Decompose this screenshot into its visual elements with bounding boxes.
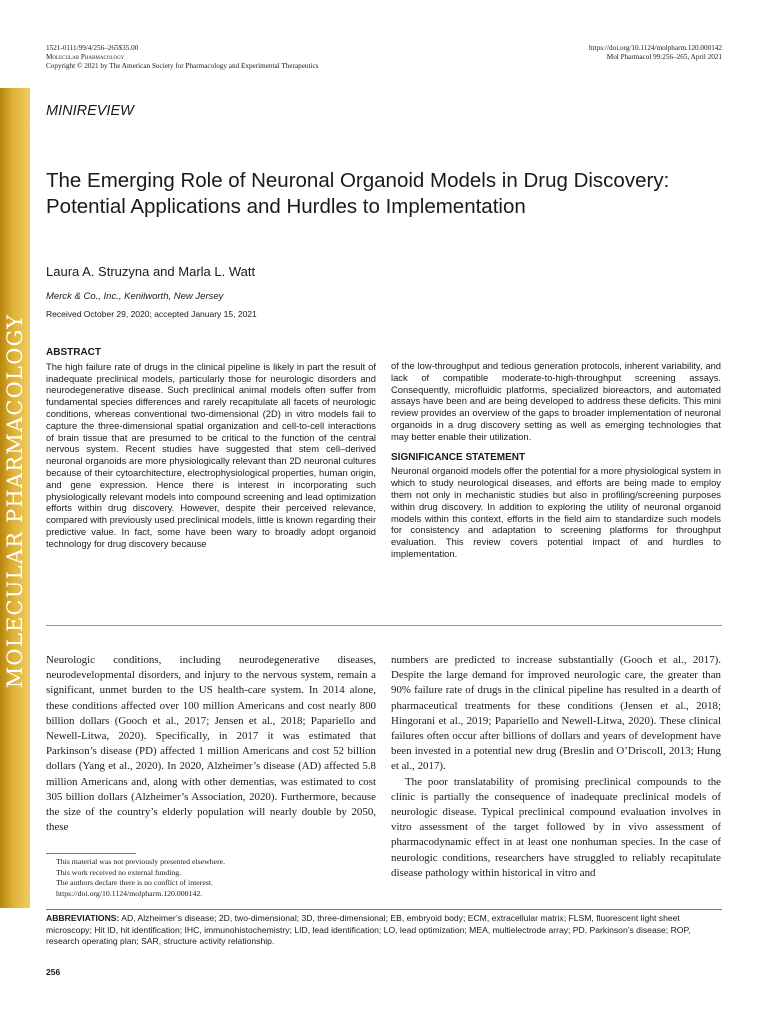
abbreviations-divider: [46, 909, 722, 910]
footnote-doi-link[interactable]: https://doi.org/10.1124/molpharm.120.000142.: [56, 888, 203, 898]
body-paragraph: The poor translatability of promising preclinical compounds to the clinic is partially the consequence of inadequate preclinical models of neurologic disease. Typical preclinical compound evaluation involves in vitro assessment of the target followed by in vivo assessment of pharmacodynamic effect in at least one nonhuman species. In the case of neurologic conditions, researchers have struggled to reliably recapitulate disease pathology within historical in vitro and: [391, 775, 721, 879]
abstract-right-column: [391, 360, 721, 560]
abbreviations-block: [46, 913, 722, 948]
abstract-heading: ABSTRACT: [46, 347, 101, 358]
author-list: Laura A. Struzyna and Marla L. Watt: [46, 264, 256, 279]
footnote-line: This material was not previously presented elsewhere.: [56, 857, 226, 866]
journal-sidebar-title: MOLECULAR PHARMACOLOGY: [3, 313, 27, 689]
abstract-left-column: [46, 347, 376, 550]
body-left-column: [46, 653, 376, 835]
body-paragraph: Neurologic conditions, including neurodegenerative diseases, neurodevelopmental disorders, and injury to the nervous system, remain a significant, unmet burden to the US health-care system. In 2014 alone, these conditions affected over 100 million Americans and cost nearly 800 billion dollars (Gooch et al., 2017; Jensen et al., 2018; Papariello and Newell-Litwa, 2020). Specifically, in 2017 it was estimated that Parkinson’s disease (PD) affected 1 million Americans and cost 52 billion dollars (Yang et al., 2020). In 2020, Alzheimer’s disease (AD) affected 5.8 million Americans and, along with other dementias, was estimated to cost 305 billion dollars (Alzheimer’s Association, 2020). Furthermore, because the size of the country’s elderly population will nearly double by 2050, these: [46, 654, 376, 834]
significance-heading: SIGNIFICANCE STATEMENT: [391, 451, 526, 463]
footnote-line: The authors declare there is no conflict of interest.: [56, 878, 213, 888]
footnote-line: This work received no external funding.: [56, 867, 182, 877]
header-citation-left: [46, 44, 318, 71]
copyright-line: Copyright © 2021 by The American Society for Pharmacology and Experimental Therapeutics: [46, 62, 319, 70]
body-right-column: [391, 653, 721, 881]
abbreviations-text: AD, Alzheimer’s disease; 2D, two-dimensional; 3D, three-dimensional; EB, embryoid body; ECM, extracellular matrix; FLSM, fluorescent light sheet microscopy; Hit ID, hit identification; IHC, immunohistochemistry; LID, lead identification; LO, lead optimization; MEA, multielectrode array; PD, Parkinson’s disease; ROP, research operating plan; SAR, structure activity relationship.: [46, 913, 691, 947]
footnotes: [56, 857, 376, 899]
abbreviations-label: ABBREVIATIONS:: [46, 913, 120, 923]
article-title: The Emerging Role of Neuronal Organoid Models in Drug Discovery: Potential Applications and Hurdles to Implementation: [46, 169, 670, 218]
doi-link[interactable]: https://doi.org/10.1124/molpharm.120.000142: [589, 44, 722, 52]
journal-sidebar-band: [0, 88, 30, 908]
issn-line: 1521-0111/99/4/256–265$35.00: [46, 44, 139, 52]
author-affiliation: Merck & Co., Inc., Kenilworth, New Jersey: [46, 291, 224, 302]
volume-line: Mol Pharmacol 99:256–265, April 2021: [606, 53, 722, 61]
footnote-divider: [46, 853, 136, 854]
body-paragraph: numbers are predicted to increase substantially (Gooch et al., 2017). Despite the large demand for improved neurologic care, the greater than 90% failure rate of drugs in the clinical pipeline has resulted in a dearth of pharmaceutical treatments for these conditions (Jensen et al., 2018; Hingorani et al., 2019; Papariello and Newell-Litwa, 2020). These clinical failures often occur after billions of dollars and years of development have been invested in a potential new drug (Breslin and O’Driscoll, 2013; Hung et al., 2017).: [391, 654, 721, 773]
abstract-text-right: of the low-throughput and tedious generation protocols, inherent variability, and lack of compatible moderate-to-high-throughput screening assays. Consequently, microfluidic platforms, specialized bioreactors, and automated assays have been and are being developed to address these deficits. This mini review provides an overview of the gaps to broader implementation of neuronal organoids in a drug discovery setting as well as emerging technologies that may better enable their utilization.: [391, 360, 721, 442]
significance-text: Neuronal organoid models offer the potential for a more physiological system in which to study neurological diseases, and efforts are being made to employ them not only in mechanistic studies but also in profiling/screening purposes within drug discovery. In addition to exploring the utility of neuronal organoid models within this context, efforts in the field aim to standardize such models for consistency and adaptation to screening platforms for throughput evaluation. This review covers potential impact of and hurdles to implementation.: [391, 465, 721, 559]
header-citation-right: [589, 44, 722, 62]
abstract-text-left: The high failure rate of drugs in the clinical pipeline is likely in part the result of inadequate preclinical models, particularly those for neurologic disorders and neurodegenerative disease. Such preclinical animal models often suffer from fundamental species differences and rarely recapitulate all facets of neurologic conditions, whereas conventional two-dimensional (2D) in vitro models fail to capture the three-dimensional spatial organization and cell-to-cell interactions of brain tissue that are presumed to be critical to the function of the central nervous system. Recent studies have suggested that stem cell–derived neuronal organoids are more physiologically relevant than 2D neuronal cultures because of their cytoarchitecture, electrophysiological properties, human origin, and gene expression. Hence there is interest in incorporating such physiologically relevant models into compound screening and lead optimization efforts within drug discovery. However, despite their perceived relevance, compared with previously used preclinical models, little is known regarding their predictive value. In fact, some have been wary to broadly adopt organoid technology for drug discovery because: [46, 360, 376, 549]
page-number: 256: [46, 967, 61, 977]
article-type-label: MINIREVIEW: [46, 103, 134, 119]
received-dates: Received October 29, 2020; accepted January 15, 2021: [46, 309, 257, 319]
journal-name-line: Molecular Pharmacology: [46, 53, 125, 61]
abstract-divider: [46, 625, 722, 626]
